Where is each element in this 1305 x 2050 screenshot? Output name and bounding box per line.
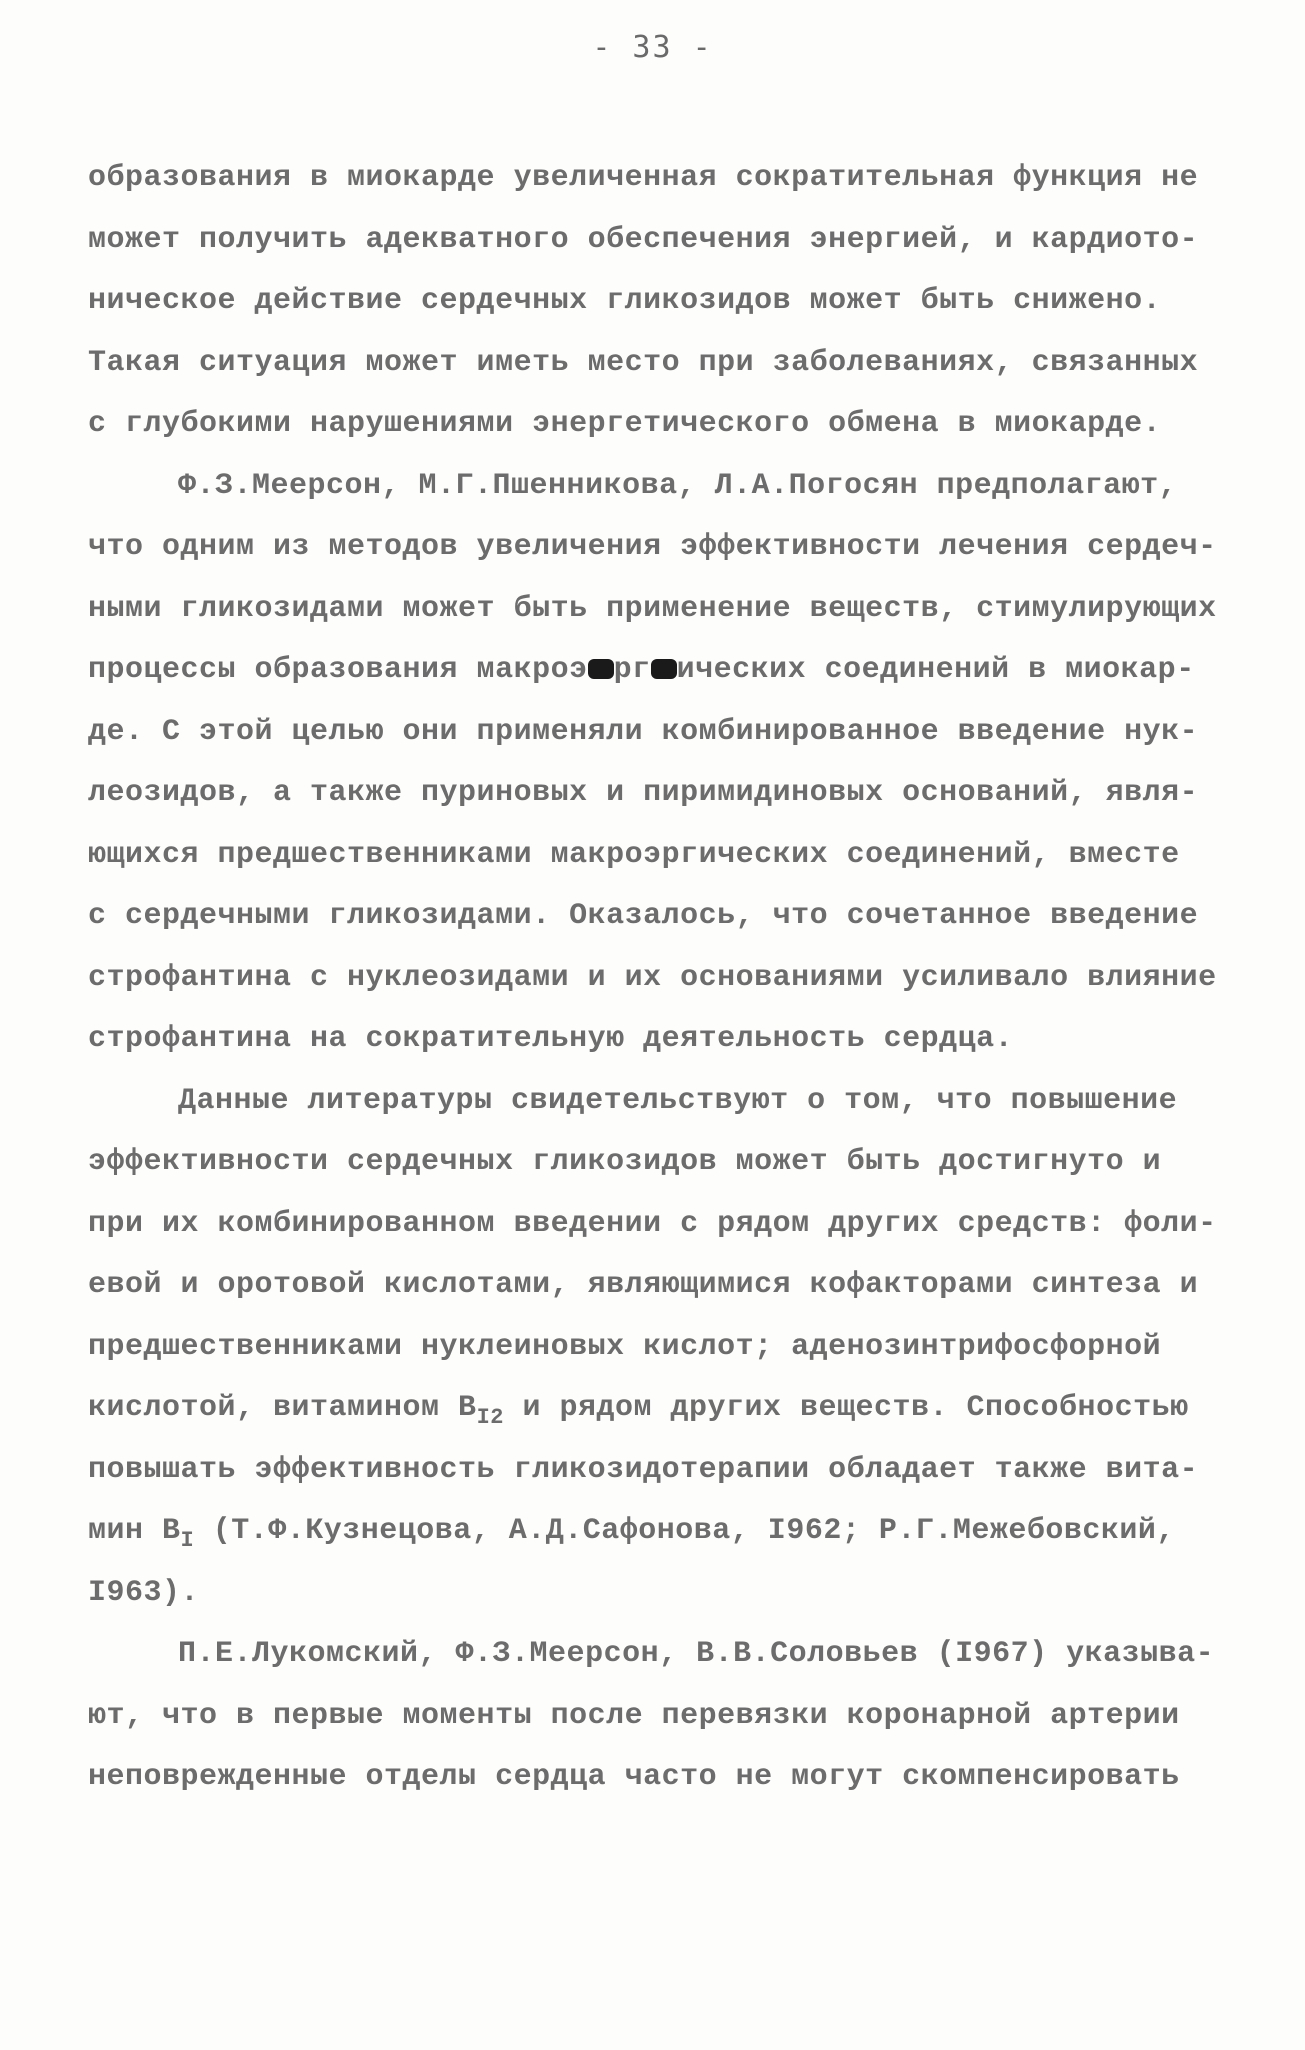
text-line [88,517,1228,579]
text-line [88,948,1228,1010]
text-line-content: с сердечными гликозидами. Оказалось, что сочетанное введение [88,899,1199,933]
text-line-content: может получить адекватного обеспечения энергией, и кардиото- [88,222,1199,257]
text-line [88,825,1228,887]
text-line [88,1378,1228,1440]
text-line [88,210,1228,272]
text-line-content: что одним из методов увеличения эффективности лечения сердеч- [88,530,1217,564]
text-line [88,1009,1228,1071]
text-line [88,1440,1228,1502]
text-line [88,1255,1228,1317]
text-line [88,1686,1228,1748]
text-line-content: предшественниками нуклеиновых кислот; аденозинтрифосфорной [88,1329,1162,1364]
text-line-content: строфантина с нуклеозидами и их основаниями усиливало влияние [88,960,1217,995]
text-line-content: с глубокими нарушениями энергетического обмена в миокарде. [88,407,1162,441]
text-line [88,148,1228,210]
text-line [88,640,1228,702]
text-line-content: Такая ситуация может иметь место при заболеваниях, связанных [88,345,1199,380]
text-line-content: эффективности сердечных гликозидов может быть достигнуто и [88,1145,1162,1179]
text-line [88,1132,1228,1194]
text-line-content: рг [613,653,651,687]
text-line [88,1317,1228,1379]
text-line [88,333,1228,395]
text-line [88,1563,1228,1625]
text-line-content: I963). [88,1575,200,1610]
text-line [88,702,1228,764]
text-line [88,886,1228,948]
body-text [88,148,1228,1809]
text-line-content: и рядом других веществ. Способностью [503,1391,1189,1425]
text-line [88,1747,1228,1809]
text-line-content: Ф.З.Меерсон, М.Г.Пшенникова, Л.А.Погосян предполагают, [178,468,1178,503]
text-line-content: кислотой, витамином B [88,1391,477,1425]
ink-blot [588,659,614,679]
text-line-content: строфантина на сократительную деятельность сердца. [88,1022,1014,1056]
text-line-content: ными гликозидами может быть применение веществ, стимулирующих [88,591,1217,626]
text-line-content: евой и оротовой кислотами, являющимися кофакторами синтеза и [88,1268,1199,1302]
text-line-content: де. С этой целью они применяли комбинированное введение нук- [88,714,1199,749]
text-line [88,579,1228,641]
text-line [88,1194,1228,1256]
page-number: - 33 - [592,30,713,65]
text-line-content: П.Е.Лукомский, Ф.З.Меерсон, В.В.Соловьев (I967) указыва- [178,1637,1215,1671]
text-line-content: Данные литературы свидетельствуют о том, что повышение [178,1083,1178,1118]
subscript: I [180,1528,195,1553]
text-line-content: (Т.Ф.Кузнецова, А.Д.Сафонова, I962; Р.Г.Межебовский, [194,1514,1175,1548]
text-line-content: леозидов, а также пуриновых и пиримидиновых оснований, явля- [88,776,1199,810]
subscript: I2 [476,1405,504,1430]
text-line [88,1071,1228,1133]
text-line [88,271,1228,333]
text-line [88,1624,1228,1686]
text-line [88,1501,1228,1563]
text-line-content: ническое действие сердечных гликозидов может быть снижено. [88,284,1162,318]
text-line-content: неповрежденные отделы сердца часто не могут скомпенсировать [88,1760,1180,1794]
text-line-content: процессы образования макроэ [88,653,588,687]
text-line [88,456,1228,518]
text-line [88,763,1228,825]
text-line-content: ических соединений в миокар- [676,653,1195,687]
text-line-content: ют, что в первые моменты после перевязки коронарной артерии [88,1698,1180,1733]
text-line-content: образования в миокарде увеличенная сократительная функция не [88,161,1199,195]
text-line-content: повышать эффективность гликозидотерапии обладает также вита- [88,1452,1199,1487]
ink-blot [651,659,677,679]
text-line-content: ющихся предшественниками макроэргических соединений, вместе [88,837,1180,872]
text-line [88,394,1228,456]
text-line-content: при их комбинированном введении с рядом других средств: фоли- [88,1206,1217,1241]
text-line-content: мин B [88,1514,181,1548]
